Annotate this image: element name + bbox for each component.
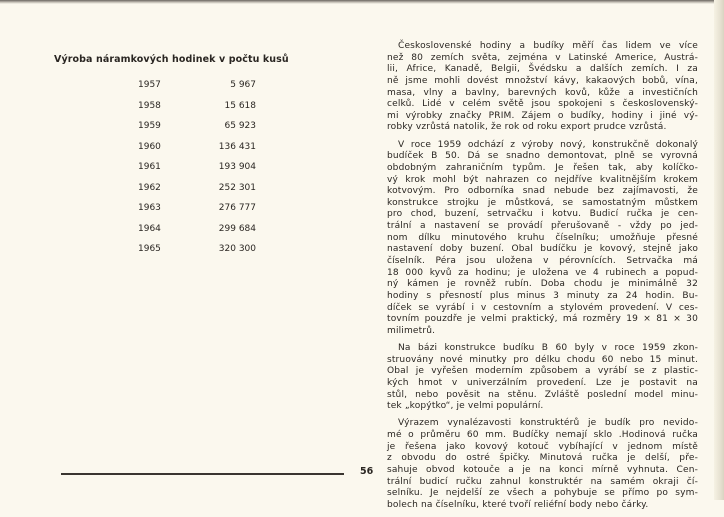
table-row [0,203,300,217]
text-line: ný kámen je rovněž rubín. Doba chodu je minimálně 32 [387,279,698,290]
table-cell-year: 1957 [138,80,161,90]
table-cell-year: 1961 [138,162,161,172]
text-line: ně jsme mohli dovést množství kávy, kakaových bobů, vína, [387,75,698,86]
text-line: nastavení doby buzení. Obal budíčku je kovový, stejně jako [387,244,698,255]
table-cell-value: 5 967 [230,80,256,90]
text-line: kých hmot v univerzálním provedení. Lze je postavit na [387,377,698,388]
body-text-column [387,41,698,517]
text-line: mi výrobky značky PRIM. Zájem o budíky, hodiny i jiné vý- [387,110,698,121]
table-cell-value: 299 684 [218,223,256,234]
text-line: sahuje obvod kotouče a je na konci mírně vyhnuta. Cen- [387,464,698,475]
table-row [0,224,300,238]
table-cell-value: 193 904 [218,162,256,172]
table-cell-value: 136 431 [218,141,256,152]
paragraph [387,140,698,338]
table-cell-year: 1959 [138,121,161,131]
text-line: stůl, nebo pověsit na stěnu. Zvláště poslední model minu- [387,389,698,400]
text-line: robky vzrůstá natolik, že rok od roku export prudce vzrůstá. [387,122,667,133]
text-line: tovním pouzdře je velmi praktický, má rozměry 19 × 81 × 30 [387,314,698,325]
table-cell-year: 1963 [138,203,161,213]
paragraph [387,418,698,511]
text-line: číselník. Péra jsou uložena v pérovnících. Setrvačka má [387,256,698,267]
text-line: pro chod, buzení, setrvačku i kotvu. Budicí ručka je cen- [387,209,698,220]
text-line: obdobným zahraničním typům. Je řešen tak, aby kolíčko- [387,162,698,173]
text-line: konstrukce strojku je můstková, se samostatným můstkem [387,197,698,208]
text-line: masa, vlny a bavlny, barevných kovů, kůže a investičních [387,87,698,98]
table-row [0,101,300,115]
text-line: celků. Lidé v celém světě jsou spokojeni s československý- [387,99,698,110]
text-line: trální a nastavení se provádí přerušovaně - vždy po jed- [387,221,698,232]
table-cell-year: 1958 [138,100,161,111]
table-row [0,183,300,197]
paragraph [387,343,698,413]
table-cell-year: 1965 [138,244,161,254]
text-line: Obal je vyřešen moderním způsobem a vyrábí se z plastic- [387,366,698,377]
text-line: hodiny s přesností plus minus 3 minuty za 24 hodin. Bu- [387,290,698,301]
text-line: kotvovým. Pro odborníka snad nebude bez zajímavosti, že [387,186,698,197]
paragraph [387,41,698,134]
text-line: selníku. Je nejdelší ze všech a pohybuje se přímo po sym- [387,488,698,499]
text-line: milimetrů. [387,325,436,336]
text-line: Výrazem vynalézavosti konstruktérů je budík pro nevido- [398,418,698,429]
table-cell-year: 1962 [138,182,161,193]
table-cell-value: 320 300 [218,244,256,254]
text-line: struovány nové minutky pro délku chodu 60 nebo 15 minut. [387,354,698,365]
table-row [0,80,300,94]
table-cell-value: 276 777 [218,203,256,213]
text-line: než 80 zemích světa, zejména v Latinské Americe, Austrá- [387,52,698,63]
text-line: Na bázi konstrukce budíku B 60 byly v roce 1959 zkon- [398,343,698,354]
table-cell-value: 15 618 [224,100,256,111]
table-cell-value: 65 923 [224,121,256,131]
table-row [0,142,300,156]
table-row [0,162,300,176]
page-top-edge [0,0,724,4]
text-line: Československé hodiny a budíky měří čas lidem ve více [398,41,698,51]
text-line: tek „kopýtko“, je velmi populární. [387,401,544,412]
table-title: Výroba náramkových hodinek v počtu kusů [54,54,289,65]
text-line: nom dílku minutového kruhu číselníku; umožňuje přesné [387,232,698,243]
text-line: mé o průměru 60 mm. Budíčky nemají sklo .Hodinová ručka [387,430,698,440]
table-cell-year: 1964 [138,223,161,234]
table-cell-value: 252 301 [218,182,256,193]
text-line: z obvodu do ostré špičky. Minutová ručka je delší, pře- [387,453,698,464]
table-row [0,244,300,258]
table-cell-year: 1960 [138,141,161,152]
text-line: 18 000 kyvů za hodinu; je uložena ve 4 rubinech a popud- [387,267,698,278]
text-line: díček se vyrábí i v cestovním a stylovém provedení. V ces- [387,302,698,313]
text-line: bolech na číselníku, které tvoří reliéfní body nebo čárky. [387,499,649,510]
page-fold-shadow [714,0,724,500]
text-line: trální budicí ručku zahnul konstruktér na samém okraji čí- [387,476,698,487]
text-line: V roce 1959 odchází z výroby nový, konstrukčně dokonalý [398,139,698,150]
text-line: lii, Africe, Kanadě, Belgii, Švédsku a dalších zemích. I za [387,64,698,75]
text-line: je řešena jako kovový kotouč vybíhající v jednom místě [387,441,698,452]
text-line: budíček B 50. Dá se snadno demontovat, plně se vyrovná [387,151,698,162]
table-row [0,121,300,135]
text-line: vý krok mohl být nahrazen co nejdříve kvalitnějším krokem [387,174,698,185]
bottom-rule [61,473,344,475]
page-number: 56 [360,466,374,477]
